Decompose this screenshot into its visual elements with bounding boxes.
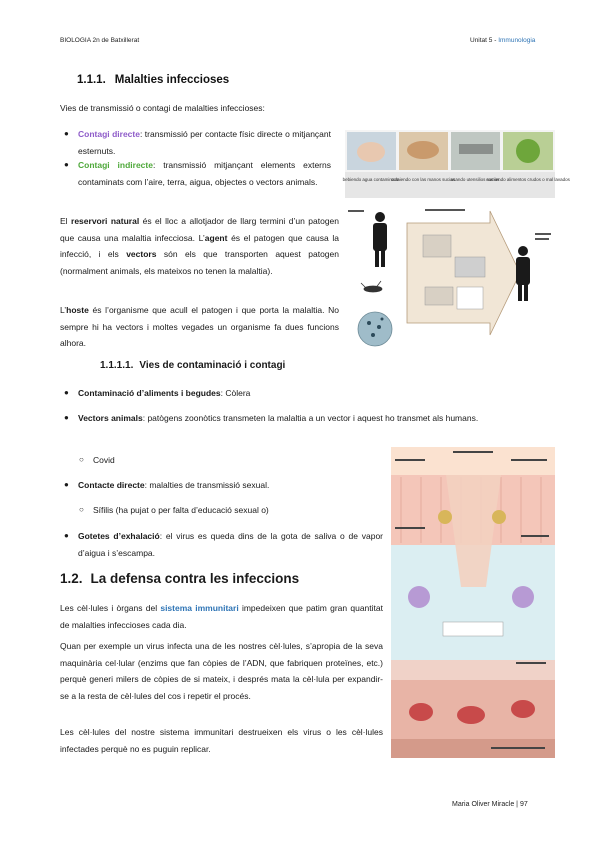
hands-photo <box>407 141 439 159</box>
immune-cell <box>512 586 534 608</box>
immune-system-paragraph <box>60 600 383 633</box>
list-item <box>64 410 550 427</box>
text-run: són els que transporten aquest patogen (normalment animals, els mateixos no tenen la malaltia). <box>60 249 339 276</box>
drinking-photo <box>357 142 385 162</box>
bullet-term: Vectors animals <box>78 413 143 423</box>
list-item <box>64 126 331 159</box>
photo-caption: usando utensilios sucios <box>450 177 500 182</box>
bullet-term: Contaminació d’aliments i begudes <box>78 388 221 398</box>
bullet-icon: ● <box>64 480 69 489</box>
text-run: és el patogen que causa la infecció, i els <box>60 232 340 259</box>
bullet-text: : transmissió per contacte físic directe o mitjançant esternuts. <box>78 129 331 156</box>
term-reservoir: reservori natural <box>71 216 140 226</box>
host-paragraph <box>60 302 339 352</box>
text-run: Les cèl·lules i òrgans del <box>60 603 161 613</box>
circle-bullet-icon: ○ <box>79 505 84 514</box>
list-item <box>64 528 384 561</box>
sub-bullet-text: Sífilis (ha pujat o per falta d’educació sexual o) <box>93 505 269 515</box>
text-run: és el lloc a allotjador de llarg termini d’un patogen que causa una malaltia infecciosa. L’ <box>60 216 339 243</box>
transmission-photos <box>342 130 570 198</box>
section-number: 1.2. <box>60 571 83 586</box>
section-heading-malalties <box>77 74 229 86</box>
running-header-course: BIOLOGIA 2n de Batxillerat <box>60 37 140 44</box>
section-title: Vies de contaminació i contagi <box>139 360 286 371</box>
destroy-paragraph: Les cèl·lules del nostre sistema immunitari destrueixen els virus o les cèl·lules infectades perquè no es puguin replicar. <box>60 727 383 754</box>
text-run: El <box>60 216 72 226</box>
sub-list-item <box>79 452 373 469</box>
utensils-photo <box>459 144 493 154</box>
term-host: hoste <box>66 305 89 315</box>
text-run: impedeixen que patim gran quantitat de malalties infeccioses cada dia. <box>60 603 383 630</box>
bullet-text: : patògens zoonòtics transmeten la malaltia a un vector i aquest ho transmet als humans. <box>142 413 479 423</box>
bullet-text: : el virus es queda dins de la gota de saliva o de vapor d’aigua i s’escampa. <box>78 531 384 558</box>
photo-caption: comiendo con las manos sucias <box>391 177 455 182</box>
intro-paragraph: Vies de transmissió o contagi de malalties infeccioses: <box>60 103 265 113</box>
text-run: L’ <box>60 305 67 315</box>
photo-caption: comiendo alimentos crudos o mal lavados <box>486 177 570 182</box>
virus-paragraph: Quan per exemple un virus infecta una de les nostres cèl·lules, s’apropia de la seva maquinària cel·lular (enzims que fan còpies de l’ADN, que fabriquen proteïnes, etc.) perquè generi milers de còpies de si mateix, i després mata la cèl·lula per expandir-se a la resta de cèl·lules del cos i repetir el procés. <box>60 641 383 701</box>
term-vectors: vectors <box>126 249 157 259</box>
bullet-term: Gotetes d’exhalació <box>78 531 160 541</box>
reservoir-paragraph <box>60 213 339 279</box>
bullet-text: : malalties de transmissió sexual. <box>144 480 270 490</box>
bullet-text: : transmissió mitjançant elements externs contaminats com l’aire, terra, aigua, objectes o vectors animals. <box>78 160 331 187</box>
bullet-term: Contagi directe <box>78 129 140 139</box>
sub-bullet-text: Covid <box>93 455 115 465</box>
sub-list-item <box>79 502 383 519</box>
bullet-text: : Còlera <box>220 388 251 398</box>
photo-caption: bebiendo agua contaminada <box>342 177 400 182</box>
subsection-heading-vies <box>100 360 285 371</box>
bullet-icon: ● <box>64 160 69 169</box>
list-item <box>64 385 550 402</box>
bullet-icon: ● <box>64 388 69 397</box>
section-number: 1.1.1. <box>77 74 106 86</box>
immune-response-illustration <box>391 447 555 758</box>
bullet-term: Contacte directe <box>78 480 145 490</box>
immune-cell <box>408 586 430 608</box>
bullet-icon: ● <box>64 129 69 138</box>
section-title: Malalties infeccioses <box>114 74 230 86</box>
section-title: La defensa contra les infeccions <box>90 571 300 586</box>
running-header-unit <box>470 37 535 44</box>
microscope-view <box>358 312 392 346</box>
section-number: 1.1.1.1. <box>100 360 134 371</box>
circle-bullet-icon: ○ <box>79 455 84 464</box>
text-run: és l’organisme que acull el patogen i que porta la malaltia. No sempre hi ha vectors i moltes vegades un organisme fa dues funcions alhora. <box>60 305 339 348</box>
section-heading-defensa <box>60 571 299 586</box>
bullet-icon: ● <box>64 413 69 422</box>
list-item <box>64 477 378 494</box>
term-agent: agent <box>204 232 228 243</box>
unit-label: Unitat 5 - <box>470 37 499 44</box>
bullet-term: Contagi indirecte <box>78 160 153 170</box>
list-item <box>64 157 331 190</box>
term-immune-system: sistema immunitari <box>160 603 239 613</box>
bullet-icon: ● <box>64 531 69 540</box>
vegetables-photo <box>516 139 540 163</box>
page-footer: Maria Oliver Miracle | 97 <box>452 801 528 808</box>
transmission-model-diagram <box>345 203 555 349</box>
unit-topic: Immunologia <box>498 37 536 44</box>
